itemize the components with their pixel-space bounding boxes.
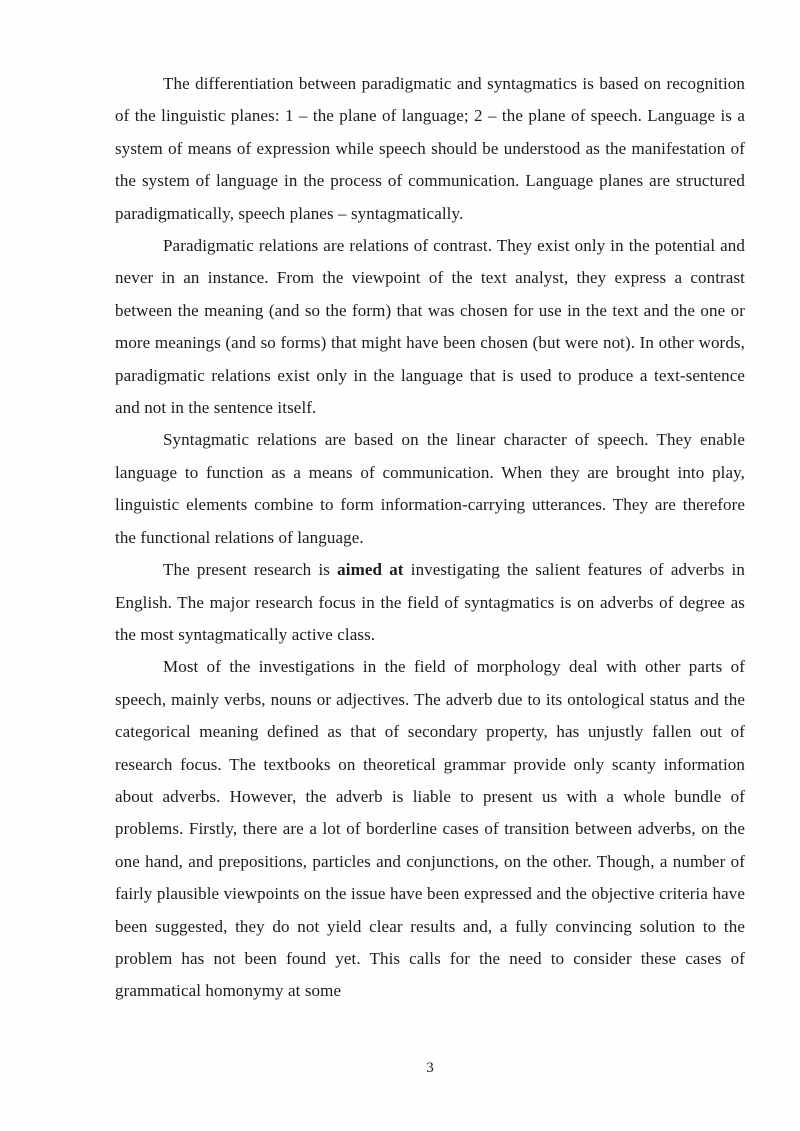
paragraph-morphology-investigations: Most of the investigations in the field of morphology deal with other parts of speech, mainly verbs, nouns or adjectives. The adverb due to its ontological status and the categorical meaning defined as that of secondary property, has unjustly fallen out of research focus. The textbooks on theoretical grammar provide only scanty information about adverbs. However, the adverb is liable to present us with a whole bundle of problems. Firstly, there are a lot of borderline cases of transition between adverbs, on the one hand, and prepositions, particles and conjunctions, on the other. Though, a number of fairly plausible viewpoints on the issue have been expressed and the objective criteria have been suggested, they do not yield clear results and, a fully convincing solution to the problem has not been found yet. This calls for the need to consider these cases of grammatical homonymy at some bbox=[115, 657, 745, 1001]
research-aim-text-before: The present research is bbox=[163, 560, 338, 580]
research-aim-text-after: investigating the salient features of adverbs in English. The major research focus in the field of syntagmatics is on adverbs of degree as the most syntagmatically active class. bbox=[115, 560, 745, 644]
paragraph-syntagmatic-relations: Syntagmatic relations are based on the linear character of speech. They enable language to function as a means of communication. When they are brought into play, linguistic elements combine to form information-carrying utterances. They are therefore the functional relations of language. bbox=[115, 430, 745, 547]
page-number: 3 bbox=[426, 1060, 434, 1076]
paragraph-paradigmatic-relations: Paradigmatic relations are relations of contrast. They exist only in the potential and never in an instance. From the viewpoint of the text analyst, they express a contrast between the meaning (and so the form) that was chosen for use in the text and the one or more meanings (and so forms) that might have been chosen (but were not). In other words, paradigmatic relations exist only in the language that is used to produce a text-sentence and not in the sentence itself. bbox=[115, 236, 745, 418]
paragraph-differentiation: The differentiation between paradigmatic and syntagmatics is based on recognition of the linguistic planes: 1 – the plane of language; 2 – the plane of speech. Language is a system of means of expression while speech should be understood as the manifestation of the system of language in the process of communication. Language planes are structured paradigmatically, speech planes – syntagmatically. bbox=[115, 74, 745, 223]
paragraph-research-aim bbox=[115, 554, 745, 651]
research-aim-bold-phrase: aimed at bbox=[337, 560, 404, 580]
